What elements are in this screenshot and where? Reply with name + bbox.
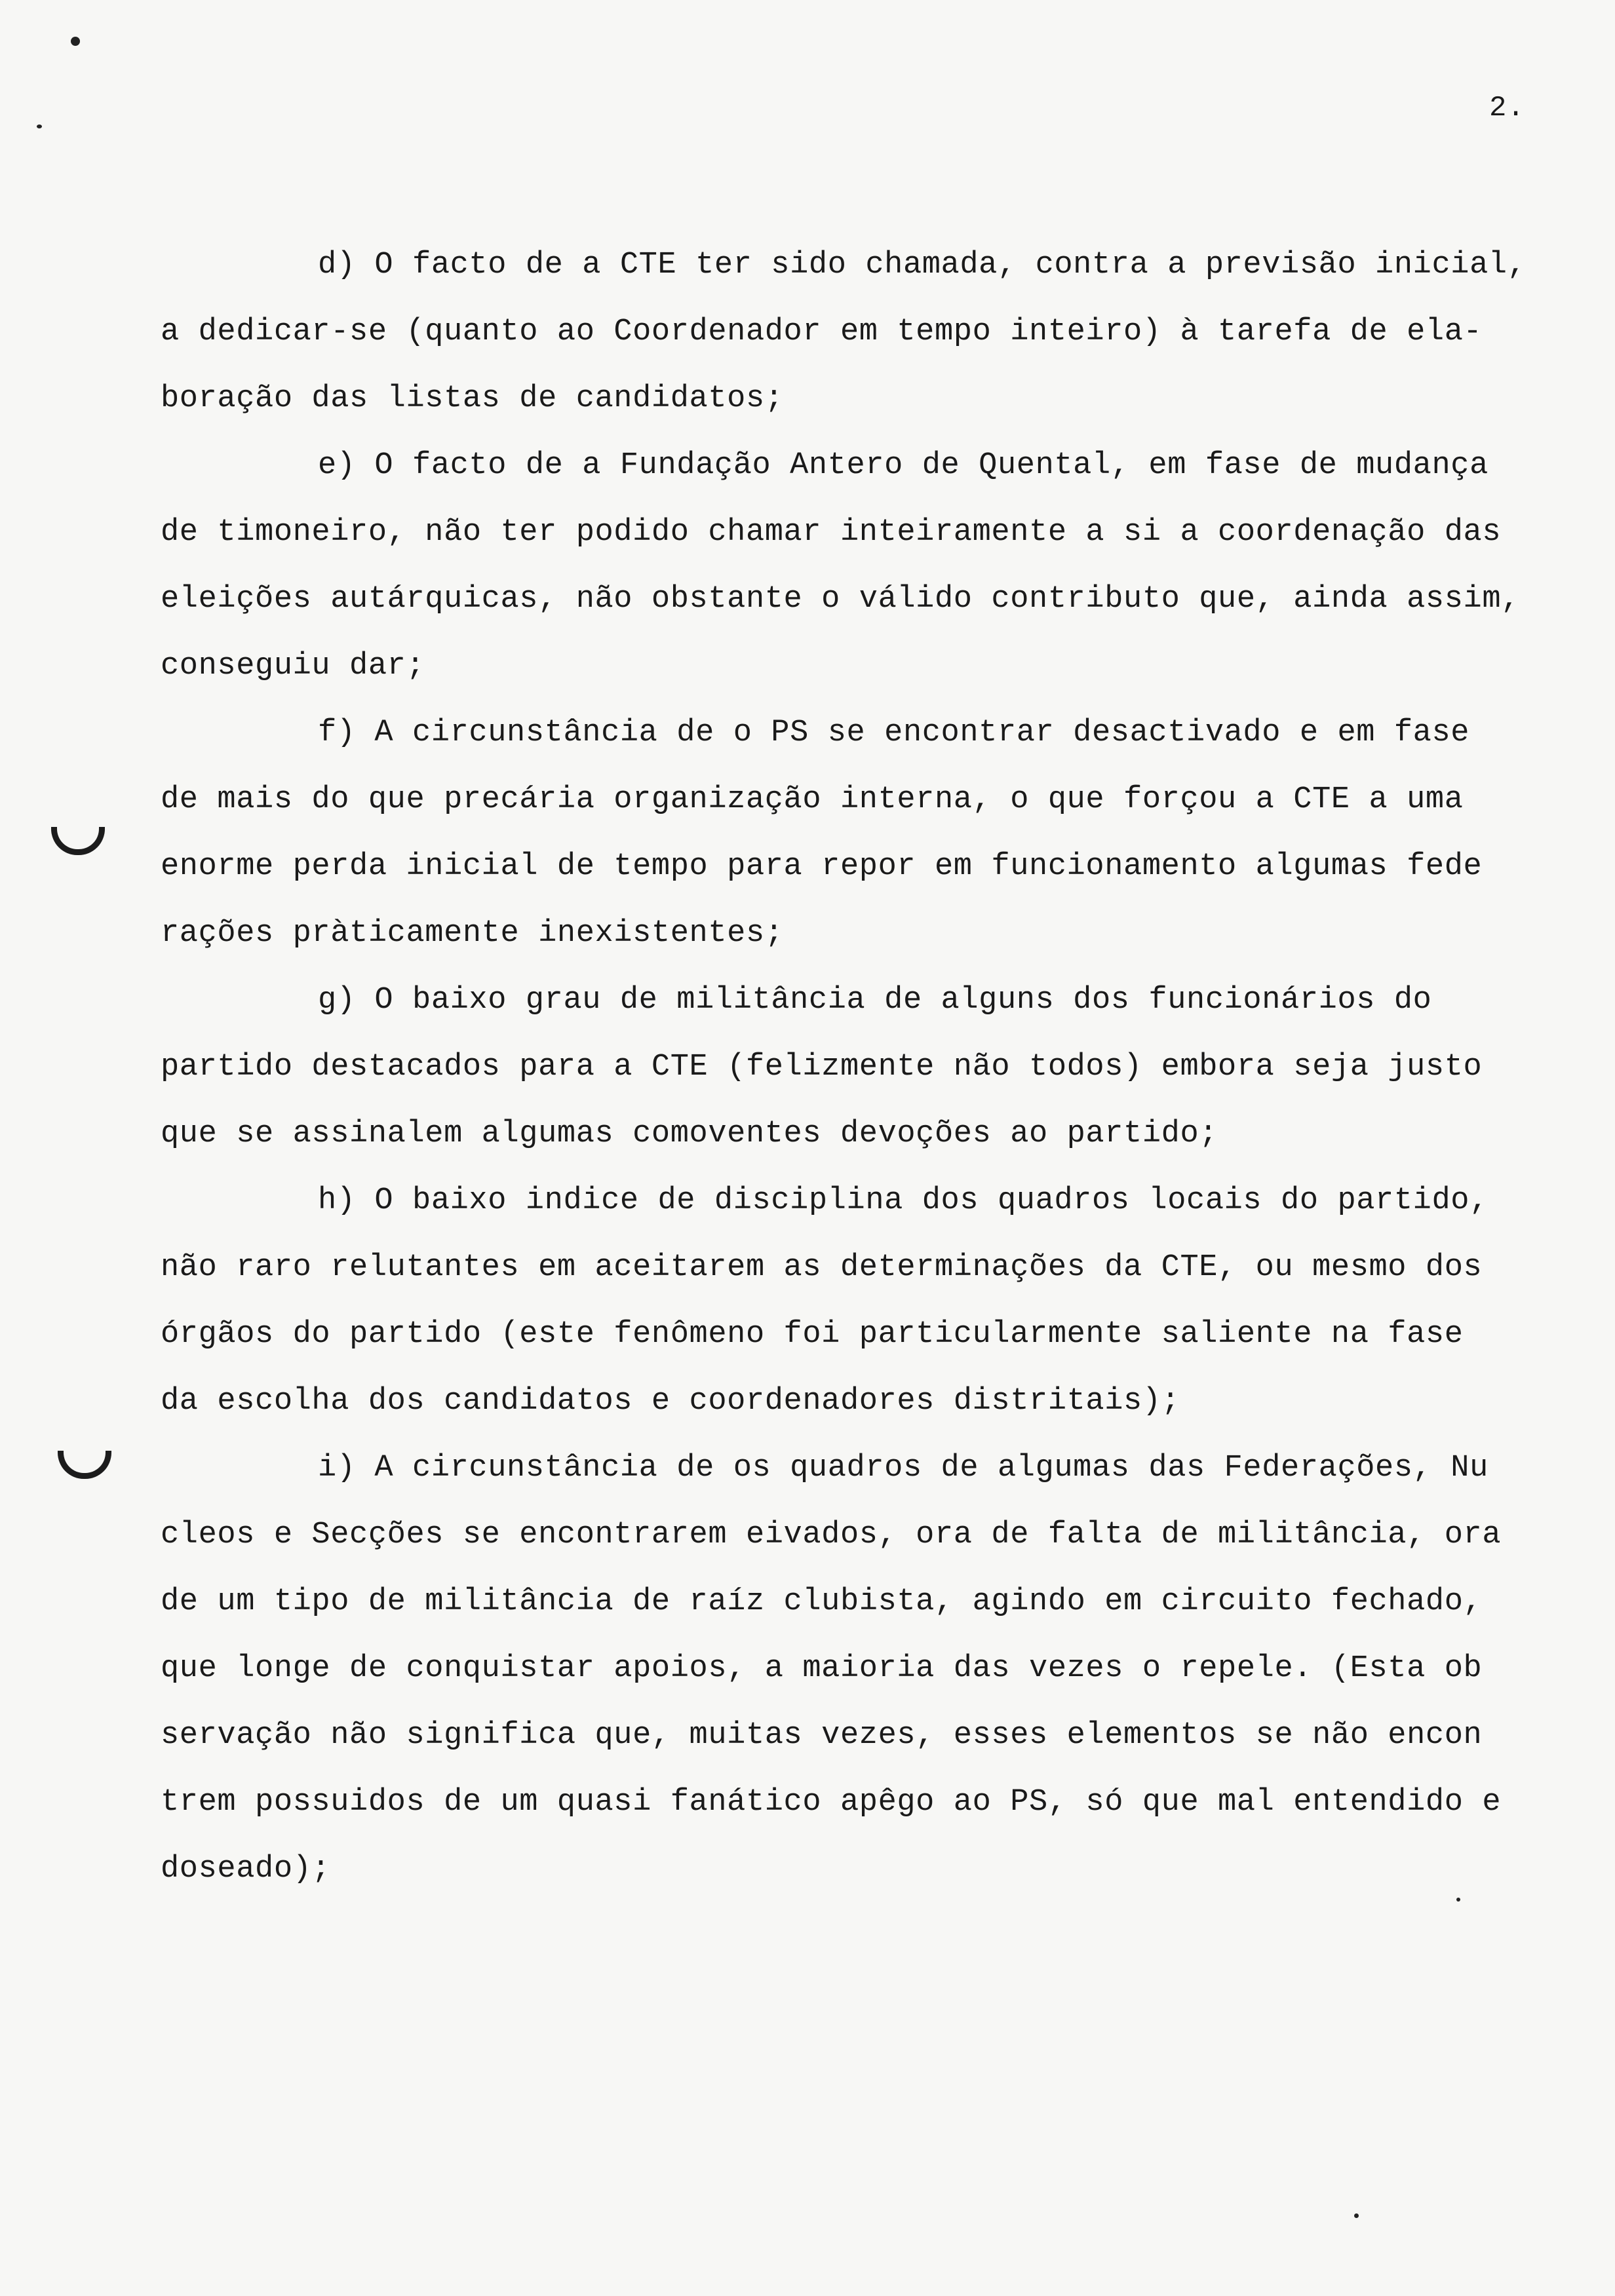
binding-hole-mark — [58, 1451, 111, 1479]
text-line: a dedicar-se (quanto ao Coordenador em tempo inteiro) à tarefa de ela- — [161, 315, 1483, 349]
paragraph-g — [161, 967, 1570, 1168]
text-line: eleições autárquicas, não obstante o válido contributo que, ainda assim, — [161, 582, 1520, 617]
text-line: i) A circunstância de os quadros de algumas das Federações, Nu — [318, 1451, 1489, 1485]
text-line: g) O baixo grau de militância de alguns dos funcionários do — [318, 983, 1432, 1018]
ink-dot — [37, 124, 42, 128]
text-line: de timoneiro, não ter podido chamar inteiramente a si a coordenação das — [161, 515, 1502, 550]
page-number: 2. — [1489, 92, 1525, 124]
text-line: conseguiu dar; — [161, 649, 425, 683]
text-line: boração das listas de candidatos; — [161, 381, 784, 416]
text-line: e) O facto de a Fundação Antero de Quental, em fase de mudança — [318, 448, 1489, 483]
text-line: de mais do que precária organização interna, o que forçou a CTE a uma — [161, 782, 1464, 817]
paragraph-i — [161, 1435, 1570, 1903]
text-line: que se assinalem algumas comoventes devoções ao partido; — [161, 1117, 1218, 1151]
paragraph-e — [161, 432, 1570, 700]
text-line: partido destacados para a CTE (felizmente não todos) embora seja justo — [161, 1050, 1483, 1084]
text-line: rações pràticamente inexistentes; — [161, 916, 784, 951]
binding-hole-mark — [51, 827, 105, 855]
text-line: cleos e Secções se encontrarem eivados, ora de falta de militância, ora — [161, 1518, 1502, 1552]
text-line: servação não significa que, muitas vezes, esses elementos se não encon — [161, 1718, 1483, 1753]
text-line: não raro relutantes em aceitarem as determinações da CTE, ou mesmo dos — [161, 1250, 1483, 1285]
text-line: f) A circunstância de o PS se encontrar desactivado e em fase — [318, 716, 1470, 750]
document-body — [161, 232, 1570, 1903]
text-line: de um tipo de militância de raíz clubista, agindo em circuito fechado, — [161, 1584, 1483, 1619]
paragraph-h — [161, 1168, 1570, 1435]
text-line: d) O facto de a CTE ter sido chamada, contra a previsão inicial, — [318, 248, 1527, 282]
ink-dot — [71, 37, 80, 46]
text-line: da escolha dos candidatos e coordenadores distritais); — [161, 1384, 1180, 1419]
ink-dot — [1354, 2213, 1359, 2218]
paragraph-f — [161, 700, 1570, 967]
paragraph-d — [161, 232, 1570, 432]
text-line: órgãos do partido (este fenômeno foi particularmente saliente na fase — [161, 1317, 1464, 1352]
text-line: doseado); — [161, 1852, 331, 1886]
text-line: que longe de conquistar apoios, a maioria das vezes o repele. (Esta ob — [161, 1651, 1483, 1686]
text-line: trem possuidos de um quasi fanático apêgo ao PS, só que mal entendido e — [161, 1785, 1502, 1820]
text-line: h) O baixo indice de disciplina dos quadros locais do partido, — [318, 1183, 1489, 1218]
text-line: enorme perda inicial de tempo para repor em funcionamento algumas fede — [161, 849, 1483, 884]
